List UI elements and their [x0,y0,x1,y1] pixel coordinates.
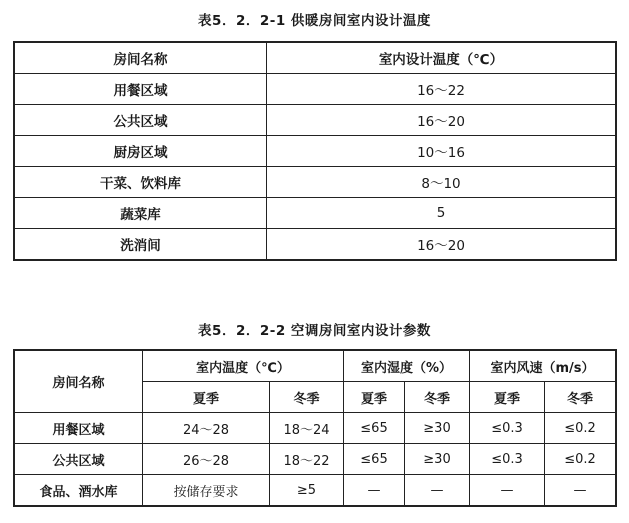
header-summer: 夏季 [143,382,270,413]
table-row [14,198,616,229]
temperature-cell: 8～10 [267,167,617,198]
room-name-cell: 蔬菜库 [14,198,267,229]
heating-room-temperature-table [13,41,617,261]
table-row [14,105,616,136]
table-row [14,413,616,444]
value-cell: 24～28 [143,413,270,444]
temperature-cell: 5 [267,198,617,229]
value-cell: ≥30 [405,444,470,475]
ac-room-design-parameters-table [13,349,617,507]
room-name-cell: 公共区域 [14,105,267,136]
value-cell: 18～22 [270,444,344,475]
room-name-cell: 干菜、饮料库 [14,167,267,198]
room-name-cell: 用餐区域 [14,74,267,105]
value-cell: ≥30 [405,413,470,444]
value-cell: ≤0.2 [545,413,617,444]
dash-cell: — [344,475,405,507]
value-cell: ≥5 [270,475,344,507]
table-row [14,74,616,105]
temperature-cell: 10～16 [267,136,617,167]
table-row [14,167,616,198]
room-name-cell: 用餐区域 [14,413,143,444]
value-cell: ≤0.2 [545,444,617,475]
storage-requirement-cell: 按储存要求 [143,475,270,507]
temperature-cell: 16～20 [267,105,617,136]
value-cell: ≤0.3 [470,444,545,475]
value-cell: ≤65 [344,413,405,444]
header-indoor-air-speed: 室内风速（m/s） [470,350,617,382]
value-cell: ≤0.3 [470,413,545,444]
dash-cell: — [405,475,470,507]
room-name-cell: 食品、酒水库 [14,475,143,507]
table-row [14,229,616,261]
table1-caption: 表5．2．2-1 供暖房间室内设计温度 [198,13,431,29]
table-row [14,444,616,475]
table-row [14,136,616,167]
value-cell: 18～24 [270,413,344,444]
header-summer: 夏季 [470,382,545,413]
header-indoor-humidity: 室内湿度（%） [344,350,470,382]
table2-caption: 表5．2．2-2 空调房间室内设计参数 [198,323,431,339]
table-header-row [14,42,616,74]
temperature-cell: 16～22 [267,74,617,105]
room-name-cell: 公共区域 [14,444,143,475]
table-row [14,475,616,507]
header-room-name: 房间名称 [14,42,267,74]
dash-cell: — [470,475,545,507]
value-cell: 26～28 [143,444,270,475]
room-name-cell: 厨房区域 [14,136,267,167]
header-winter: 冬季 [270,382,344,413]
header-indoor-temperature: 室内温度（℃） [143,350,344,382]
table-header-row [14,350,616,382]
value-cell: ≤65 [344,444,405,475]
header-winter: 冬季 [405,382,470,413]
header-room-name: 房间名称 [14,350,143,413]
header-design-temperature: 室内设计温度（℃） [267,42,617,74]
dash-cell: — [545,475,617,507]
header-winter: 冬季 [545,382,617,413]
temperature-cell: 16～20 [267,229,617,261]
header-summer: 夏季 [344,382,405,413]
room-name-cell: 洗消间 [14,229,267,261]
